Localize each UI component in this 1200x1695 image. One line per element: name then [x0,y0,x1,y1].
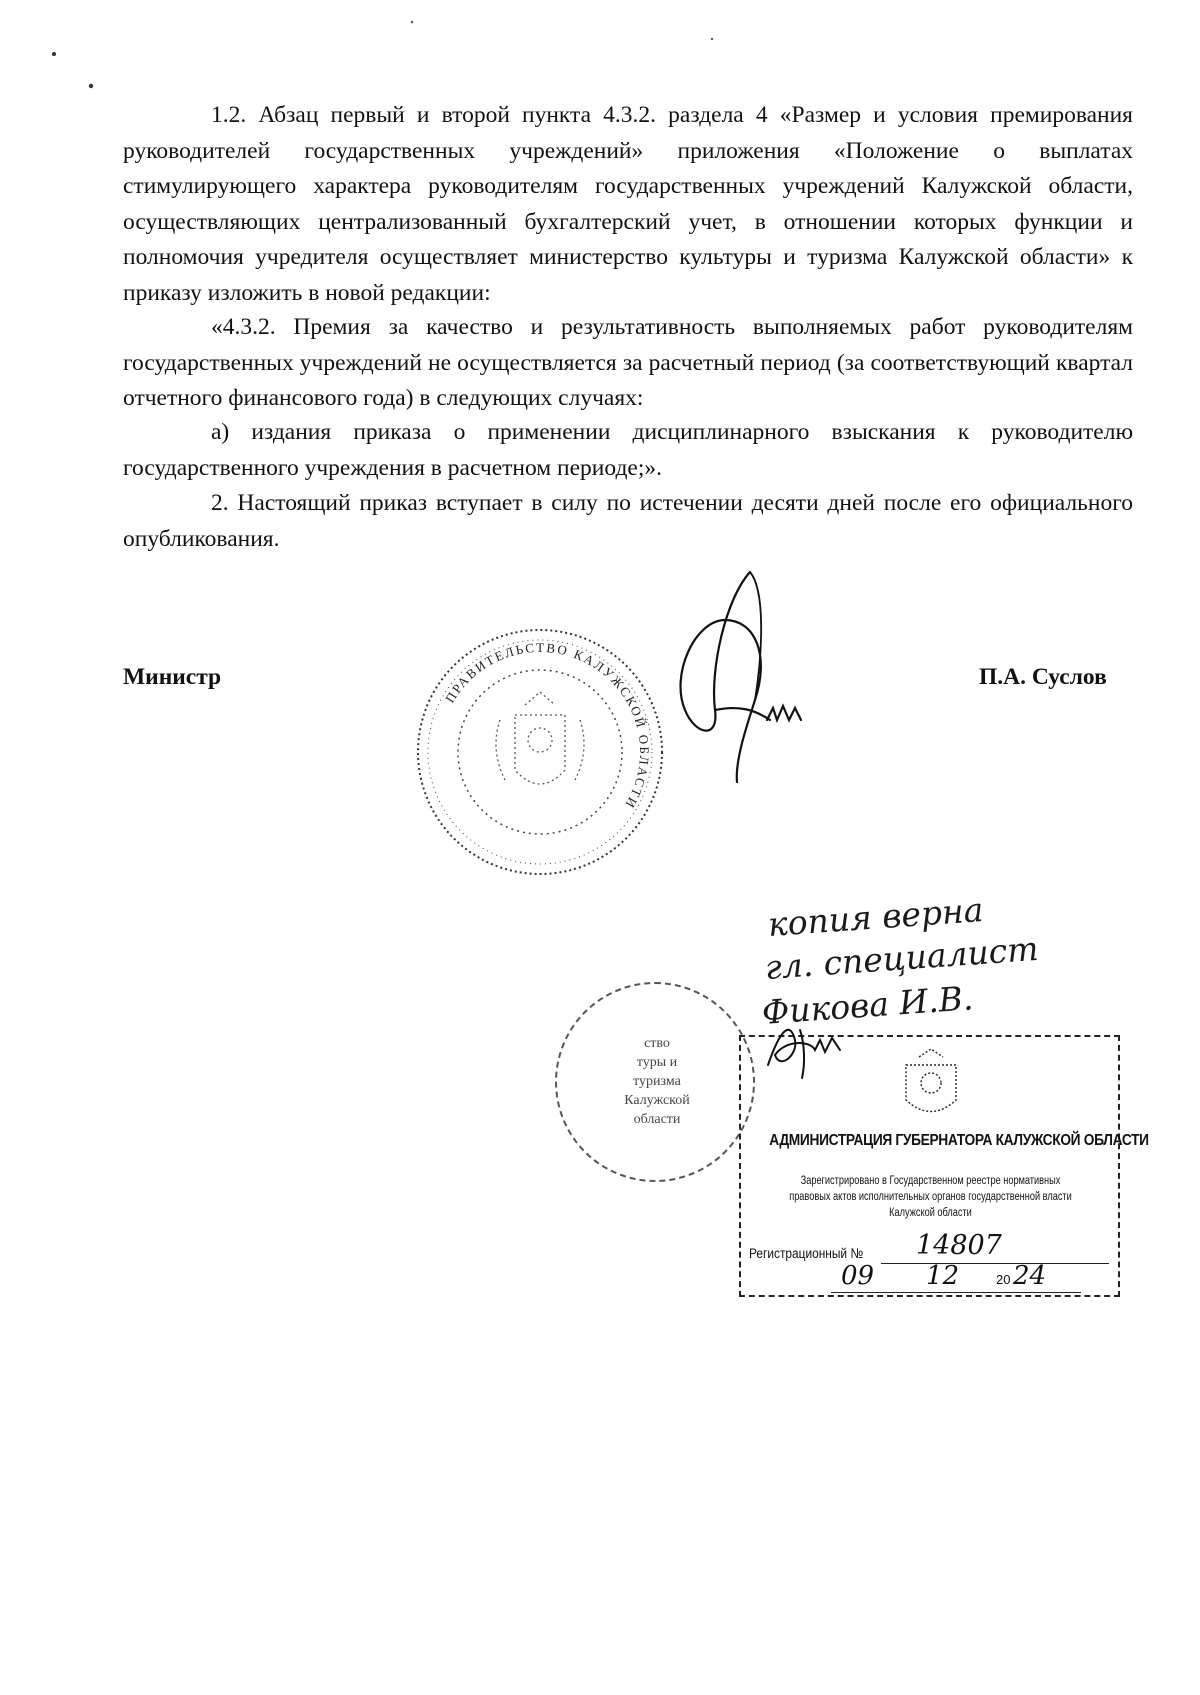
small-seal-line-2: туры и [636,1055,678,1070]
small-seal-line-4: Калужской [624,1093,690,1108]
registration-stamp-line-2: правовых актов исполнительных органов государственной власти [789,1191,1072,1203]
registration-number-label: Регистрационный № [749,1245,864,1261]
small-seal [555,982,755,1182]
small-seal-line-1: ство [644,1036,670,1051]
signatory-title: Министр [123,664,222,690]
paragraph-1-2: 1.2. Абзац первый и второй пункта 4.3.2. раздела 4 «Размер и условия премирования руководителей государственных учреждений» приложения «Положение о выплатах стимулирующего характера руководителям государственных учреждений Калужской области, осуществляющих централизованный бухгалтерский учет, в отношении которых функции и полномочия учредителя осуществляет министерство культуры и туризма Калужской области» к приказу изложить в новой редакции: [123,102,1133,306]
paragraph-4-3-2: «4.3.2. Премия за качество и результативность выполняемых работ руководителям государственных учреждений не осуществляется за расчетный период (за соответствующий квартал отчетного финансового года) в следующих случаях: [123,314,1133,411]
small-seal-line-5: области [633,1112,681,1127]
registration-number-underline [881,1263,1109,1264]
coat-of-arms-icon [891,1045,971,1125]
coat-of-arms-icon [496,692,584,784]
registration-date-underline [831,1292,1081,1293]
paragraph-subitem-a: а) издания приказа о применении дисциплинарного взыскания к руководителю государственного учреждения в расчетном периоде;». [123,419,1133,481]
registration-stamp-title: АДМИНИСТРАЦИЯ ГУБЕРНАТОРА КАЛУЖСКОЙ ОБЛАСТИ [769,1132,1149,1149]
registration-date-month: 12 [926,1261,960,1291]
copy-note-line-2: гл. специалист [763,928,1040,987]
paragraph-2-effective-date: 2. Настоящий приказ вступает в силу по истечении десяти дней после его официального опубликования. [123,490,1133,552]
seal-ring-text: ПРАВИТЕЛЬСТВО КАЛУЖСКОЙ ОБЛАСТИ [442,639,653,813]
registration-stamp-line-1: Зарегистрировано в Государственном реестре нормативных [800,1175,1061,1187]
copy-note-line-1: копия верна [766,890,985,944]
registration-stamp-line-3: Калужской области [889,1207,972,1219]
registration-date-year-suffix: 24 [1013,1261,1047,1291]
registrar-signature [760,1010,870,1080]
small-seal-line-3: туризма [633,1074,681,1089]
registration-date-year-prefix: 20 [996,1272,1011,1287]
official-seal [405,620,675,885]
registration-number-value: 14807 [916,1230,1002,1261]
registration-date-day: 09 [841,1261,875,1291]
signatory-name: П.А. Суслов [979,664,1107,690]
copy-note-line-3: Фикова И.В. [760,978,975,1032]
minister-signature [655,560,825,790]
